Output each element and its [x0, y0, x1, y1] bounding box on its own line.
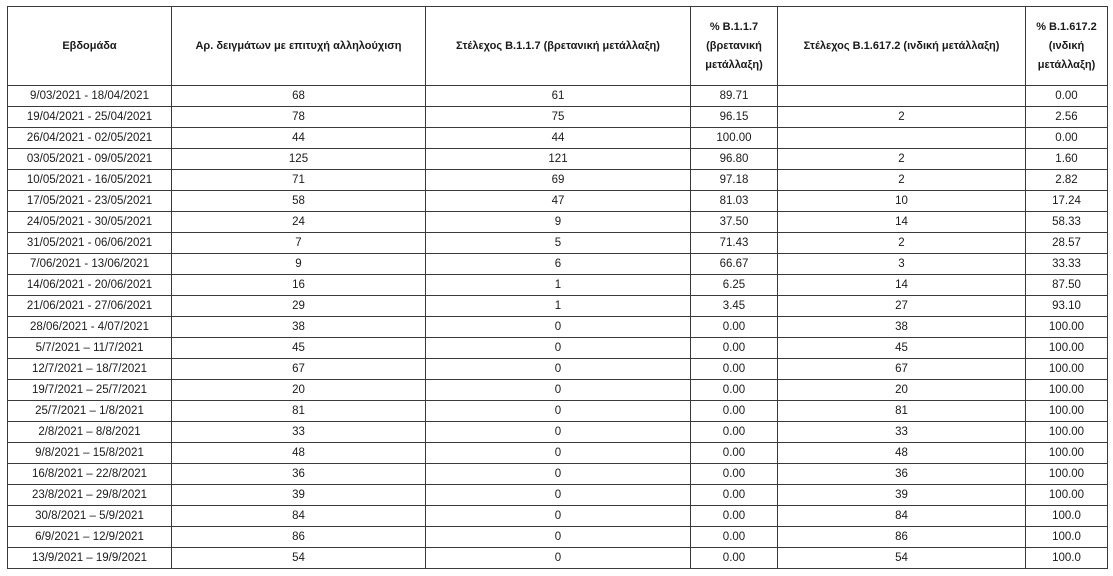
- table-row: [8, 233, 1108, 254]
- cell-week: 25/7/2021 – 1/8/2021: [8, 401, 172, 422]
- cell-b16172: 81: [778, 401, 1026, 422]
- header-b117: Στέλεχος Β.1.1.7 (βρετανική μετάλλαξη): [426, 7, 691, 86]
- cell-samples: 36: [172, 464, 426, 485]
- cell-b16172: 54: [778, 548, 1026, 569]
- cell-b117: 0: [426, 506, 691, 527]
- cell-week: 16/8/2021 – 22/8/2021: [8, 464, 172, 485]
- cell-week: 9/03/2021 - 18/04/2021: [8, 86, 172, 107]
- table-row: [8, 359, 1108, 380]
- cell-pct-b117: 0.00: [691, 506, 778, 527]
- cell-week: 03/05/2021 - 09/05/2021: [8, 149, 172, 170]
- table-row: [8, 86, 1108, 107]
- cell-samples: 45: [172, 338, 426, 359]
- cell-b16172: 2: [778, 149, 1026, 170]
- cell-b16172: 3: [778, 254, 1026, 275]
- cell-b117: 6: [426, 254, 691, 275]
- cell-pct-b16172: 33.33: [1026, 254, 1108, 275]
- cell-pct-b117: 0.00: [691, 359, 778, 380]
- cell-b16172: 45: [778, 338, 1026, 359]
- table-row: [8, 254, 1108, 275]
- cell-pct-b117: 96.80: [691, 149, 778, 170]
- cell-pct-b16172: 100.00: [1026, 422, 1108, 443]
- cell-week: 26/04/2021 - 02/05/2021: [8, 128, 172, 149]
- table-row: [8, 380, 1108, 401]
- table-row: [8, 527, 1108, 548]
- cell-pct-b117: 0.00: [691, 317, 778, 338]
- cell-pct-b117: 100.00: [691, 128, 778, 149]
- cell-pct-b16172: 0.00: [1026, 86, 1108, 107]
- cell-week: 23/8/2021 – 29/8/2021: [8, 485, 172, 506]
- table-row: [8, 443, 1108, 464]
- cell-pct-b117: 37.50: [691, 212, 778, 233]
- table-row: [8, 317, 1108, 338]
- cell-pct-b117: 6.25: [691, 275, 778, 296]
- cell-b117: 1: [426, 275, 691, 296]
- cell-b16172: 27: [778, 296, 1026, 317]
- cell-samples: 39: [172, 485, 426, 506]
- header-pct-b16172: % Β.1.617.2 (ινδική μετάλλαξη): [1026, 7, 1108, 86]
- cell-b16172: 10: [778, 191, 1026, 212]
- cell-pct-b117: 71.43: [691, 233, 778, 254]
- cell-b16172: 48: [778, 443, 1026, 464]
- cell-pct-b16172: 0.00: [1026, 128, 1108, 149]
- cell-pct-b16172: 100.0: [1026, 548, 1108, 569]
- cell-samples: 125: [172, 149, 426, 170]
- cell-b117: 0: [426, 485, 691, 506]
- cell-b16172: 20: [778, 380, 1026, 401]
- cell-b117: 0: [426, 380, 691, 401]
- cell-pct-b117: 0.00: [691, 548, 778, 569]
- cell-samples: 16: [172, 275, 426, 296]
- table-row: [8, 506, 1108, 527]
- cell-b16172: 14: [778, 212, 1026, 233]
- cell-week: 30/8/2021 – 5/9/2021: [8, 506, 172, 527]
- table-row: [8, 296, 1108, 317]
- cell-pct-b117: 0.00: [691, 485, 778, 506]
- cell-pct-b117: 81.03: [691, 191, 778, 212]
- cell-samples: 78: [172, 107, 426, 128]
- cell-pct-b16172: 100.00: [1026, 485, 1108, 506]
- cell-pct-b16172: 100.00: [1026, 443, 1108, 464]
- cell-samples: 38: [172, 317, 426, 338]
- cell-pct-b117: 89.71: [691, 86, 778, 107]
- cell-pct-b117: 0.00: [691, 380, 778, 401]
- cell-samples: 81: [172, 401, 426, 422]
- cell-b117: 69: [426, 170, 691, 191]
- cell-pct-b117: 0.00: [691, 443, 778, 464]
- cell-b16172: 84: [778, 506, 1026, 527]
- cell-pct-b16172: 100.0: [1026, 527, 1108, 548]
- table-row: [8, 401, 1108, 422]
- cell-b16172: [778, 128, 1026, 149]
- table-row: [8, 422, 1108, 443]
- cell-b117: 9: [426, 212, 691, 233]
- cell-week: 12/7/2021 – 18/7/2021: [8, 359, 172, 380]
- table-row: [8, 170, 1108, 191]
- variant-table-container: [7, 6, 1108, 569]
- cell-samples: 86: [172, 527, 426, 548]
- table-row: [8, 191, 1108, 212]
- cell-samples: 67: [172, 359, 426, 380]
- cell-week: 19/7/2021 – 25/7/2021: [8, 380, 172, 401]
- cell-pct-b16172: 100.00: [1026, 464, 1108, 485]
- cell-pct-b16172: 87.50: [1026, 275, 1108, 296]
- cell-pct-b117: 0.00: [691, 338, 778, 359]
- cell-pct-b16172: 100.00: [1026, 317, 1108, 338]
- cell-pct-b117: 0.00: [691, 401, 778, 422]
- cell-pct-b16172: 100.00: [1026, 380, 1108, 401]
- table-row: [8, 338, 1108, 359]
- cell-b117: 47: [426, 191, 691, 212]
- cell-b16172: 33: [778, 422, 1026, 443]
- cell-b117: 0: [426, 359, 691, 380]
- cell-b117: 0: [426, 464, 691, 485]
- cell-samples: 48: [172, 443, 426, 464]
- cell-samples: 20: [172, 380, 426, 401]
- cell-week: 21/06/2021 - 27/06/2021: [8, 296, 172, 317]
- cell-b16172: 67: [778, 359, 1026, 380]
- table-body: [8, 86, 1108, 569]
- cell-b16172: [778, 86, 1026, 107]
- cell-week: 14/06/2021 - 20/06/2021: [8, 275, 172, 296]
- cell-samples: 68: [172, 86, 426, 107]
- cell-b117: 0: [426, 443, 691, 464]
- cell-week: 31/05/2021 - 06/06/2021: [8, 233, 172, 254]
- cell-b117: 44: [426, 128, 691, 149]
- cell-b117: 0: [426, 527, 691, 548]
- cell-b117: 0: [426, 338, 691, 359]
- cell-b16172: 39: [778, 485, 1026, 506]
- cell-b16172: 2: [778, 107, 1026, 128]
- cell-b117: 0: [426, 401, 691, 422]
- cell-week: 10/05/2021 - 16/05/2021: [8, 170, 172, 191]
- cell-pct-b16172: 1.60: [1026, 149, 1108, 170]
- cell-b16172: 38: [778, 317, 1026, 338]
- cell-samples: 7: [172, 233, 426, 254]
- table-row: [8, 548, 1108, 569]
- cell-week: 28/06/2021 - 4/07/2021: [8, 317, 172, 338]
- cell-week: 2/8/2021 – 8/8/2021: [8, 422, 172, 443]
- table-header: [8, 7, 1108, 86]
- cell-pct-b117: 96.15: [691, 107, 778, 128]
- cell-week: 7/06/2021 - 13/06/2021: [8, 254, 172, 275]
- cell-b16172: 14: [778, 275, 1026, 296]
- cell-b117: 1: [426, 296, 691, 317]
- cell-pct-b16172: 100.00: [1026, 338, 1108, 359]
- cell-pct-b16172: 100.0: [1026, 506, 1108, 527]
- cell-b117: 5: [426, 233, 691, 254]
- cell-b16172: 36: [778, 464, 1026, 485]
- table-row: [8, 212, 1108, 233]
- cell-pct-b16172: 93.10: [1026, 296, 1108, 317]
- cell-pct-b117: 0.00: [691, 527, 778, 548]
- cell-samples: 58: [172, 191, 426, 212]
- cell-week: 17/05/2021 - 23/05/2021: [8, 191, 172, 212]
- cell-pct-b16172: 100.00: [1026, 359, 1108, 380]
- cell-b16172: 2: [778, 170, 1026, 191]
- cell-pct-b16172: 58.33: [1026, 212, 1108, 233]
- cell-samples: 29: [172, 296, 426, 317]
- cell-pct-b16172: 2.82: [1026, 170, 1108, 191]
- header-pct-b117: % Β.1.1.7 (βρετανική μετάλλαξη): [691, 7, 778, 86]
- cell-samples: 33: [172, 422, 426, 443]
- variant-sequencing-table: [7, 6, 1108, 569]
- cell-b16172: 86: [778, 527, 1026, 548]
- cell-week: 19/04/2021 - 25/04/2021: [8, 107, 172, 128]
- cell-pct-b117: 66.67: [691, 254, 778, 275]
- table-row: [8, 485, 1108, 506]
- header-row: [8, 7, 1108, 86]
- cell-samples: 84: [172, 506, 426, 527]
- cell-b117: 75: [426, 107, 691, 128]
- cell-pct-b16172: 17.24: [1026, 191, 1108, 212]
- table-row: [8, 275, 1108, 296]
- cell-b16172: 2: [778, 233, 1026, 254]
- cell-pct-b117: 0.00: [691, 422, 778, 443]
- cell-pct-b16172: 28.57: [1026, 233, 1108, 254]
- cell-pct-b16172: 100.00: [1026, 401, 1108, 422]
- cell-pct-b16172: 2.56: [1026, 107, 1108, 128]
- table-row: [8, 464, 1108, 485]
- cell-week: 9/8/2021 – 15/8/2021: [8, 443, 172, 464]
- cell-week: 13/9/2021 – 19/9/2021: [8, 548, 172, 569]
- table-row: [8, 128, 1108, 149]
- cell-b117: 121: [426, 149, 691, 170]
- cell-samples: 24: [172, 212, 426, 233]
- cell-b117: 0: [426, 422, 691, 443]
- cell-pct-b117: 97.18: [691, 170, 778, 191]
- cell-samples: 44: [172, 128, 426, 149]
- header-samples: Αρ. δειγμάτων με επιτυχή αλληλούχιση: [172, 7, 426, 86]
- table-row: [8, 107, 1108, 128]
- table-row: [8, 149, 1108, 170]
- cell-samples: 54: [172, 548, 426, 569]
- cell-b117: 0: [426, 548, 691, 569]
- cell-b117: 61: [426, 86, 691, 107]
- cell-pct-b117: 3.45: [691, 296, 778, 317]
- cell-b117: 0: [426, 317, 691, 338]
- header-week: Εβδομάδα: [8, 7, 172, 86]
- cell-week: 5/7/2021 – 11/7/2021: [8, 338, 172, 359]
- header-b16172: Στέλεχος Β.1.617.2 (ινδική μετάλλαξη): [778, 7, 1026, 86]
- cell-samples: 71: [172, 170, 426, 191]
- cell-pct-b117: 0.00: [691, 464, 778, 485]
- cell-week: 6/9/2021 – 12/9/2021: [8, 527, 172, 548]
- cell-week: 24/05/2021 - 30/05/2021: [8, 212, 172, 233]
- cell-samples: 9: [172, 254, 426, 275]
